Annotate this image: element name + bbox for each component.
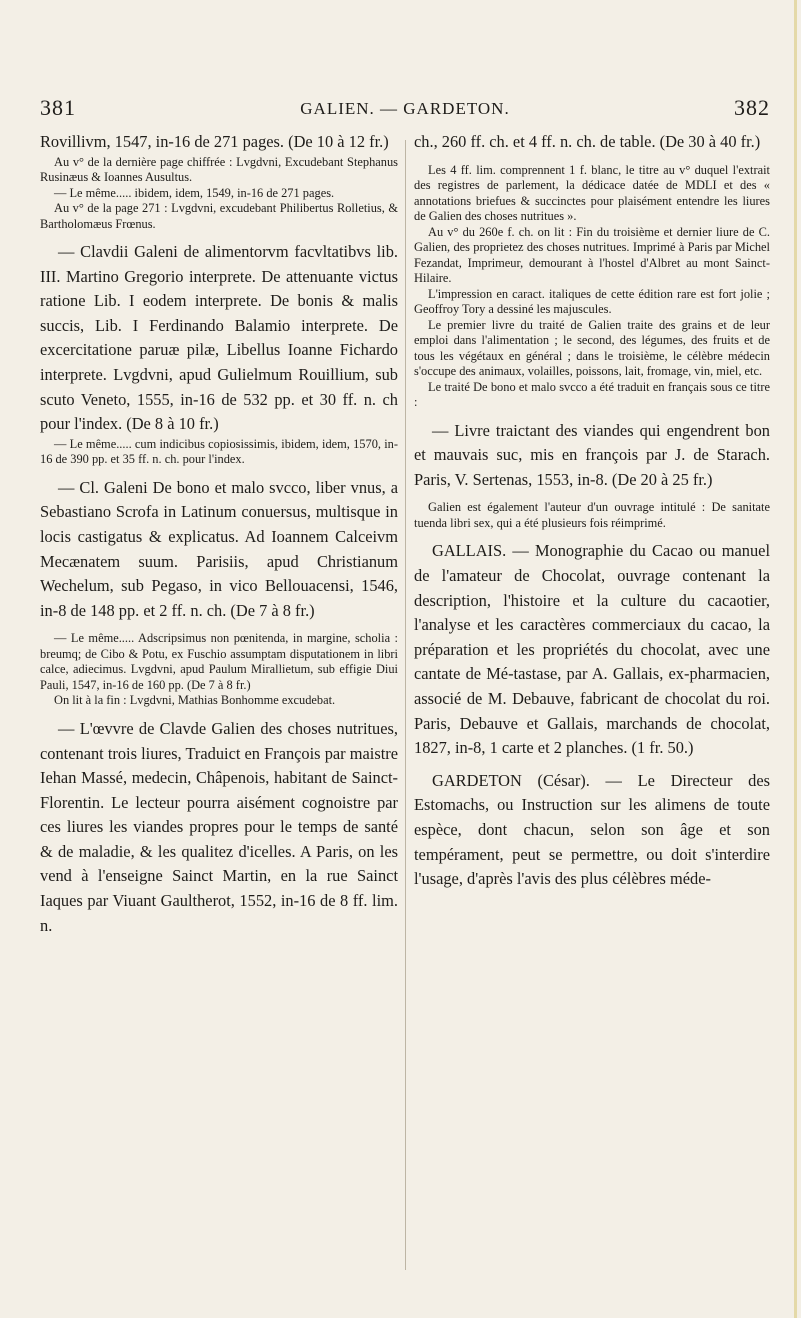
entry-text: Rovillivm, 1547, in-16 de 271 pages. (De 10 à 12 fr.) [40,132,389,151]
entry-text: ch., 260 ff. ch. et 4 ff. n. ch. de table. (De 30 à 40 fr.) [414,132,761,151]
note-text: — Le même..... cum indicibus copiosissimis, ibidem, idem, 1570, in-16 de 390 pp. et 35 ff. n. ch. pour l'index. [40,436,398,467]
note-text: On lit à la fin : Lvgdvni, Mathias Bonhomme excudebat. [54,693,336,708]
left-column [40,130,398,938]
entry-text: — Livre traictant des viandes qui engendrent bon et mauvais suc, mis en françois par J. de Starach. Paris, V. Sertenas, 1553, in-8. (De 20 à 25 fr.) [414,420,770,489]
note-text: Au v° du 260e f. ch. on lit : Fin du troisième et dernier liure de C. Galien, des proprietez des choses nutritues. Imprimé à Paris par Michel Fezandat, Imprimeur, demourant à l'hostel d'Albret au mont Sainct-Hilaire. [414,224,770,286]
note-text: — Le même..... Adscripsimus non pœnitenda, in margine, scholia : breumq; de Cibo & Potu, ex Fuschio assumptam disputationem in libri calce, adiecimus. Lvgdvni, apud Paulum Mirallietum, sub effigie Diui Pauli, 1547, in-16 de 160 pp. (De 7 à 8 fr.) [40,631,398,692]
entry-text: — Clavdii Galeni de alimentorvm facvltatibvs lib. III. Martino Gregorio interprete. De attenuante victus ratione Lib. I eodem interprete. De bonis & malis succis, Lib. I Ferdinando Balamio interprete. De excercitatione paruæ pilæ, Libellus Ioanne Fichardo interprete. Lvgdvni, apud Gulielmum Rouillium, sub scuto Veneto, 1555, in-16 de 532 pp. et 30 ff. n. ch pour l'index. (De 8 à 10 fr.) [40,242,398,434]
note-text: — Le même..... ibidem, idem, 1549, in-16 de 271 pages. [54,185,335,200]
right-column [414,130,770,892]
page-number-left: 381 [40,95,76,120]
note-text: L'impression en caract. italiques de cette édition rare est fort jolie ; Geoffroy Tory a dessiné les majuscules. [414,286,770,317]
note-text: Le traité De bono et malo svcco a été traduit en français sous ce titre : [414,379,770,410]
entry-text: GALLAIS. — Monographie du Cacao ou manuel de l'amateur de Chocolat, ouvrage contenant la description, l'histoire et la culture du cacaotier, l'analyse et les caractères commerciaux du cacao, la préparation et les propriétés du chocolat, avec une cantate de Mé-tastase, par A. Gallais, ex-pharmacien, associé de M. Debauve, fabricant de chocolat du roi. Paris, Debauve et Gallais, marchands de chocolat, 1827, in-8, 1 carte et 2 planches. (1 fr. 50.) [414,541,770,758]
note-text: Au v° de la dernière page chiffrée : Lvgdvni, Excudebant Stephanus Rusinæus & Ioannes Ausultus. [40,154,398,185]
page-number-right: 382 [734,95,770,120]
note-text: Galien est également l'auteur d'un ouvrage intitulé : De sanitate tuenda libri sex, qui a été plusieurs fois réimprimé. [414,500,770,530]
note-text: Au v° de la page 271 : Lvgdvni, excudebant Philibertus Rolletius, & Bartholomæus Frœnus. [40,201,398,231]
running-title: GALIEN. — GARDETON. [300,99,510,118]
note-text: Les 4 ff. lim. comprennent 1 f. blanc, le titre au v° duquel l'extrait des registres de parlement, la dédicace datée de MDLI et des « annotations briefues & succinctes pour plaisément entendre les liures de Galien des choses nutritues ». [414,162,770,224]
column-divider [405,140,406,1270]
entry-text: — L'œvvre de Clavde Galien des choses nutritues, contenant trois liures, Traduict en François par maistre Iehan Massé, medecin, Châpenois, habitant de Sainct-Florentin. Le lecteur pourra aisément cognoistre par ces liures les viandes propres pour le temps de santé & de maladie, & les qualitez d'icelles. A Paris, on les vend à l'enseigne Sainct Martin, en la rue Sainct Iaques par Viuant Gaultherot, 1552, in-16 de 8 ff. lim. n. [40,718,398,935]
entry-text: — Cl. Galeni De bono et malo svcco, liber vnus, a Sebastiano Scrofa in Latinum conuersus, multisque in locis castigatus & explicatus. Ad Ioannem Calceivm Mecænatem suum. Parisiis, apud Christianum Wechelum, sub Pegaso, in vico Bellouacensi, 1546, in-8 de 148 pp. et 2 ff. n. ch. (De 7 à 8 fr.) [40,477,398,620]
note-text: Le premier livre du traité de Galien traite des grains et de leur emploi dans l'alimentation ; le second, des légumes, des fruits et de tous les végétaux en général ; dans le troisième, le célèbre médecin s'occupe des animaux, volailles, poissons, lait, fromage, vin, miel, etc. [414,317,770,379]
entry-text: GARDETON (César). — Le Directeur des Estomachs, ou Instruction sur les alimens de toute espèce, dont chacun, selon son âge et son tempérament, peut se permettre, ou doit s'interdire l'usage, d'après l'avis des plus célèbres méde- [414,770,770,889]
running-header [40,95,770,122]
page-edge [794,0,797,1318]
